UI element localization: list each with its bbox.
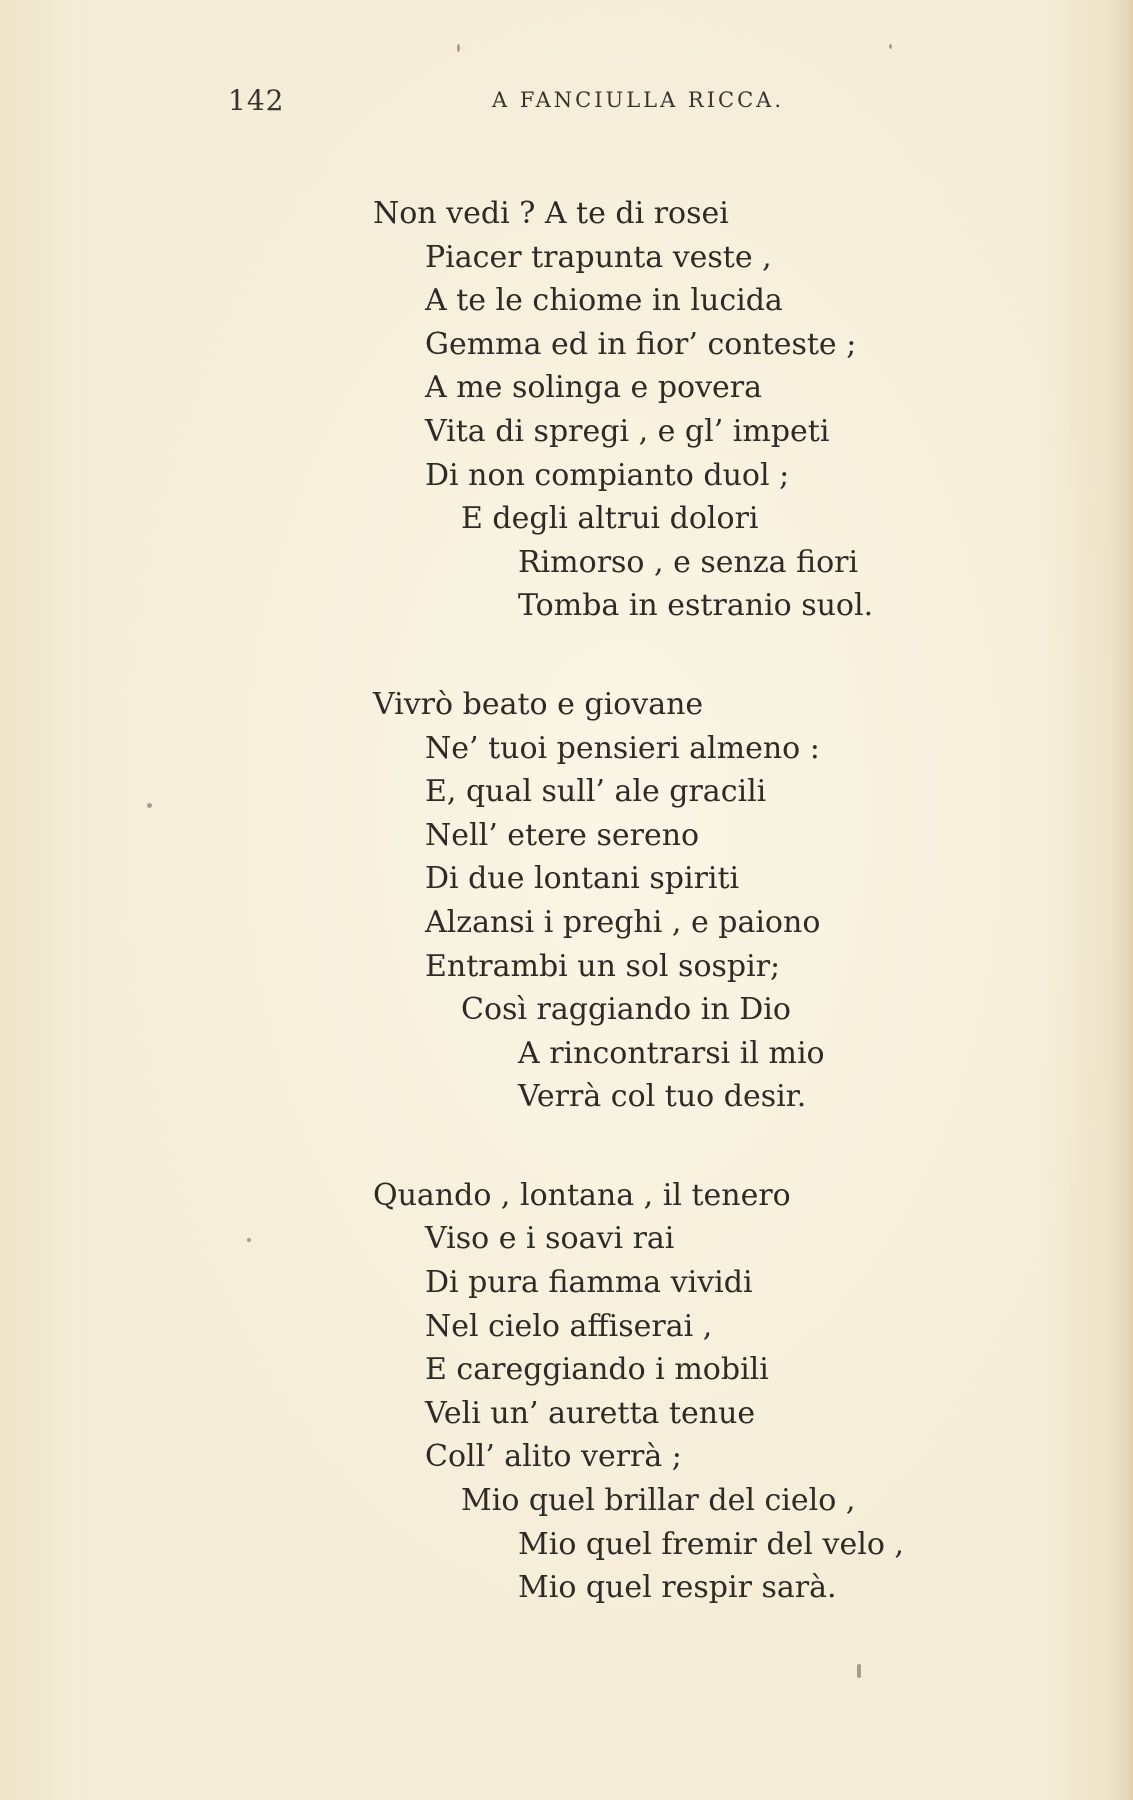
poem-line: Rimorso , e senza fiori bbox=[518, 544, 859, 580]
poem-line: A te le chiome in lucida bbox=[425, 283, 783, 319]
page-number: 142 bbox=[228, 84, 285, 117]
poem-line: Nel cielo affiserai , bbox=[425, 1308, 713, 1344]
poem-line: Verrà col tuo desir. bbox=[518, 1079, 807, 1115]
poem-line: Veli un’ auretta tenue bbox=[425, 1395, 756, 1431]
poem-line: Mio quel brillar del cielo , bbox=[461, 1483, 856, 1519]
poem-line: E degli altrui dolori bbox=[461, 501, 759, 537]
running-title: A FANCIULLA RICCA. bbox=[492, 88, 785, 112]
poem-line: E careggiando i mobili bbox=[425, 1352, 769, 1388]
poem-line: Coll’ alito verrà ; bbox=[425, 1439, 682, 1475]
poem-line: A me solinga e povera bbox=[425, 370, 763, 406]
page-edge-shadow bbox=[1113, 0, 1133, 1800]
poem-line: Di pura fiamma vividi bbox=[425, 1265, 753, 1301]
poem-line: Così raggiando in Dio bbox=[461, 992, 791, 1028]
page-header bbox=[0, 84, 1133, 124]
stanza-1 bbox=[373, 192, 973, 628]
ink-speck bbox=[247, 1238, 251, 1242]
poem-line: A rincontrarsi il mio bbox=[518, 1035, 825, 1071]
poem-line: Piacer trapunta veste , bbox=[425, 239, 772, 275]
poem-line: E, qual sull’ ale gracili bbox=[425, 774, 767, 810]
poem-line: Gemma ed in fior’ conteste ; bbox=[425, 326, 857, 362]
poem-line: Alzansi i preghi , e paiono bbox=[425, 904, 821, 940]
ink-speck bbox=[457, 44, 460, 52]
poem-line: Quando , lontana , il tenero bbox=[373, 1177, 791, 1213]
poem-line: Ne’ tuoi pensieri almeno : bbox=[425, 730, 820, 766]
stanza-2 bbox=[373, 683, 973, 1119]
poem-line: Tomba in estranio suol. bbox=[518, 588, 874, 624]
ink-speck bbox=[147, 803, 152, 808]
poem-line: Di non compianto duol ; bbox=[425, 457, 790, 493]
poem-line: Di due lontani spiriti bbox=[425, 861, 740, 897]
ink-speck bbox=[889, 44, 892, 49]
poem-line: Non vedi ? A te di rosei bbox=[373, 196, 729, 231]
poem-body bbox=[373, 192, 973, 1665]
stanza-3 bbox=[373, 1174, 973, 1610]
poem-line: Nell’ etere sereno bbox=[425, 817, 700, 853]
ink-speck bbox=[857, 1664, 861, 1678]
poem-line: Entrambi un sol sospir; bbox=[425, 948, 781, 984]
poem-line: Mio quel respir sarà. bbox=[518, 1570, 837, 1606]
poem-line: Viso e i soavi rai bbox=[425, 1221, 675, 1257]
poem-line: Mio quel fremir del velo , bbox=[518, 1526, 904, 1562]
poem-line: Vita di spregi , e gl’ impeti bbox=[425, 413, 830, 449]
poem-line: Vivrò beato e giovane bbox=[373, 686, 704, 722]
